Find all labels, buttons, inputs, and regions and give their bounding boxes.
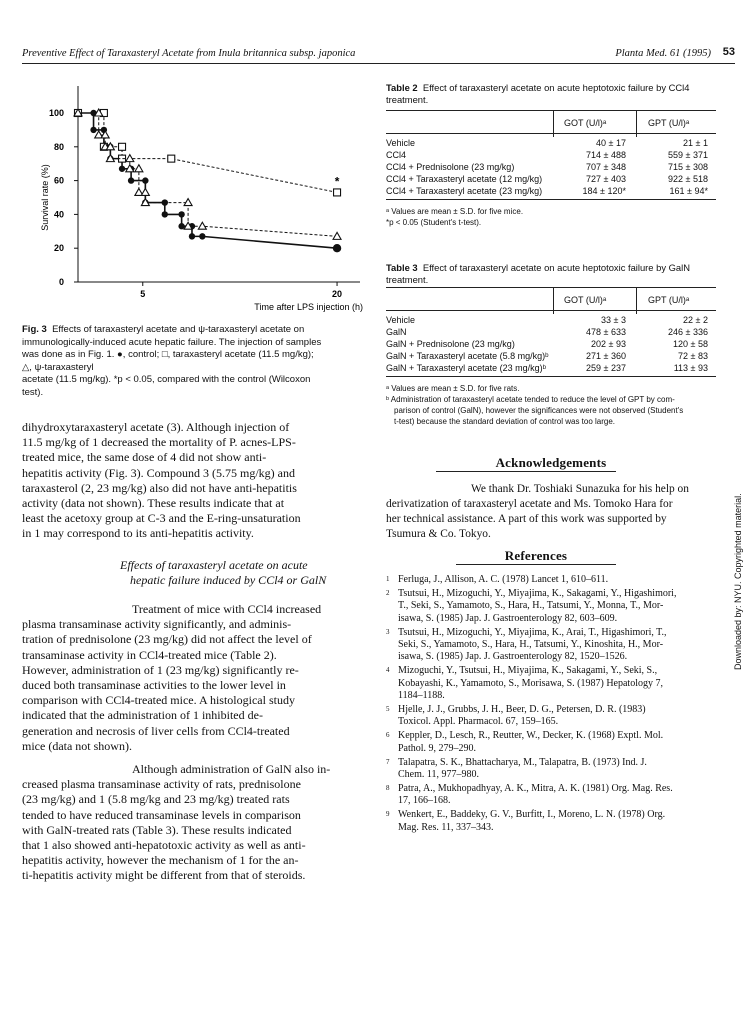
table-rule	[386, 110, 716, 111]
section-subheading	[120, 558, 370, 588]
table-3	[386, 287, 716, 377]
data-point-control	[333, 244, 341, 252]
reference-line: Pathol. 9, 279–290.	[398, 742, 477, 754]
y-tick-label: 60	[53, 175, 64, 186]
cell-gpt: 715 ± 308	[668, 162, 708, 172]
row-label: GalN	[386, 327, 407, 337]
cell-got: 40 ± 17	[596, 138, 626, 148]
text-line: hepatitis activity, however the mechanism of 1 for the an-	[22, 853, 299, 868]
text-line: in 1 may correspond to its anti-hepatitis activity.	[22, 526, 254, 541]
series-line-filled-circle	[78, 113, 337, 248]
text-line: indicated that the administration of 1 inhibited de-	[22, 708, 263, 723]
cell-gpt: 559 ± 371	[668, 150, 708, 160]
reference-line: Tsutsui, H., Mizoguchi, Y., Miyajima, K., Arai, T., Higashimori, T.,	[398, 626, 667, 638]
body-paragraph-3	[22, 762, 372, 884]
reference-line: Seki, S., Yamamoto, S., Hara, H., Tatsumi, Y., Kinoshita, H., Mor-	[398, 639, 664, 650]
data-point-psi-taraxasteryl	[198, 222, 206, 229]
reference-line: 1184–1188.	[398, 690, 445, 702]
references-heading: References	[504, 548, 568, 563]
data-point-control	[162, 211, 168, 217]
subheading-line: hepatic failure induced by CCl4 or GalN	[130, 573, 327, 587]
y-tick-label: 0	[58, 277, 64, 287]
reference-item	[386, 665, 721, 702]
cell-gpt: 922 ± 518	[668, 174, 708, 184]
text-line: her technical assistance. A part of this work was supported by	[386, 513, 667, 525]
row-label: CCl4 + Prednisolone (23 mg/kg)	[386, 162, 515, 172]
row-label: GalN + Taraxasteryl acetate (5.8 mg/kg)ᵇ	[386, 351, 549, 361]
text-line: comparison with CCl4-treated mice. A histological study	[22, 693, 295, 708]
cell-gpt: 161 ± 94*	[669, 186, 708, 196]
reference-item	[386, 757, 721, 782]
cell-got: 707 ± 348	[586, 162, 626, 172]
reference-line: Chem. 11, 977–980.	[398, 769, 480, 780]
reference-line: 17, 166–168.	[398, 795, 451, 807]
y-tick-label: 20	[53, 243, 64, 254]
cell-gpt: 120 ± 58	[673, 339, 708, 349]
reference-item	[386, 809, 721, 834]
cell-got: 259 ± 237	[586, 363, 626, 373]
caption-line: immunologically-induced acute hepatic failure. The injection of samples	[22, 336, 322, 348]
cell-got: 478 ± 633	[586, 327, 626, 337]
reference-number: 7	[386, 757, 390, 766]
x-tick-label: 5	[140, 289, 146, 299]
header-journal: Planta Med. 61 (1995)	[615, 48, 711, 59]
series-line-open-triangle	[78, 113, 337, 236]
reference-line: Wenkert, E., Baddeky, G. V., Burfitt, I., Moreno, L. N. (1978) Org.	[398, 809, 666, 821]
y-tick-label: 100	[48, 108, 64, 118]
row-label: CCl4 + Taraxasteryl acetate (12 mg/kg)	[386, 174, 543, 184]
x-tick-label: 20	[332, 289, 343, 299]
text-line: with GalN-treated rats (Table 3). These results indicated	[22, 822, 292, 837]
row-label: GalN + Prednisolone (23 mg/kg)	[386, 339, 515, 349]
reference-number: 1	[386, 575, 390, 583]
reference-item	[386, 574, 721, 586]
table-title-line: Effect of taraxasteryl acetate on acute heptotoxic failure by GalN	[422, 262, 690, 273]
data-point-control	[119, 166, 125, 172]
caption-line: was done as in Fig. 1. ●, control; □, taraxasteryl acetate (11.5 mg/kg);	[22, 349, 314, 361]
download-watermark	[733, 420, 747, 670]
reference-item	[386, 627, 721, 664]
table-3-footnotes	[386, 383, 721, 427]
text-line: 11.5 mg/kg of 1 decreased the mortality of P. acnes-LPS-	[22, 435, 296, 450]
data-point-control	[178, 211, 184, 217]
text-line: hepatitis activity (Fig. 3). Compound 3 (5.75 mg/kg) and	[22, 465, 295, 480]
body-paragraph-2	[22, 602, 372, 754]
subheading-line: Effects of taraxasteryl acetate on acute	[120, 558, 308, 572]
reference-number: 2	[386, 588, 390, 597]
reference-line: isawa, S. (1985) Jap. J. Gastroenterology 82, 603–609.	[398, 612, 618, 624]
data-point-control	[178, 223, 184, 229]
figure-caption	[22, 324, 372, 400]
text-line: treated mice, the same dose of 4 did not show anti-	[22, 450, 267, 465]
table-label: Table 3	[386, 262, 418, 273]
table-rule	[386, 199, 716, 200]
reference-line: T., Seki, S., Yamamoto, S., Hara, H., Tatsumi, Y., Monna, T., Mor-	[398, 600, 664, 612]
data-point-control	[199, 233, 205, 239]
text-line: tration of prednisolone (23 mg/kg) did not affect the level of	[22, 632, 312, 647]
series-line-open-square	[78, 113, 337, 192]
reference-line: Toxicol. Appl. Pharmacol. 67, 159–165.	[398, 716, 559, 728]
table-rule	[386, 376, 716, 377]
reference-line: Mag. Res. 11, 337–343.	[398, 821, 494, 833]
heading-underline	[436, 471, 616, 472]
text-line: (23 mg/kg) and 1 (5.8 mg/kg and 23 mg/kg) treated rats	[22, 792, 290, 807]
text-line: dihydroxytaraxasteryl acetate (3). Although injection of	[22, 420, 290, 434]
col-header-gpt: GPT (U/l)ᵃ	[648, 295, 690, 305]
reference-number: 6	[386, 731, 390, 740]
reference-line: Ferluga, J., Allison, A. C. (1978) Lancet 1, 610–611.	[398, 574, 609, 585]
text-line: We thank Dr. Toshiaki Sunazuka for his help on	[471, 483, 689, 495]
text-line: activity (data not shown). These results indicate that at	[22, 496, 285, 511]
text-line: least the acetoxy group at C-3 and the E-ring-unsaturation	[22, 511, 301, 526]
reference-item	[386, 730, 721, 755]
reference-item	[386, 588, 721, 625]
table-title-line: Effect of taraxasteryl acetate on acute heptotoxic failure by CCl4	[422, 82, 690, 93]
col-header-got: GOT (U/l)ᵃ	[564, 295, 607, 305]
table-rule	[386, 133, 716, 134]
reference-line: Kobayashi, K., Yamamoto, S., Morisawa, S. (1987) Hepatology 7,	[398, 677, 663, 689]
caption-label: Fig. 3	[22, 324, 47, 335]
data-point-taraxasteryl	[334, 189, 341, 196]
row-label: CCl4 + Taraxasteryl acetate (23 mg/kg)	[386, 186, 543, 196]
text-line: derivatization of taraxasteryl acetate and Ms. Tomoko Hara for	[386, 498, 673, 510]
heading-underline	[456, 564, 616, 565]
reference-line: Hjelle, J. J., Grubbs, J. H., Beer, D. G., Petersen, D. R. (1983)	[398, 704, 646, 715]
reference-number: 8	[386, 783, 390, 792]
x-axis-label: Time after LPS injection (h)	[254, 302, 363, 312]
y-axis-label: Survival rate (%)	[40, 164, 50, 231]
cell-gpt: 113 ± 93	[673, 363, 708, 373]
watermark-text: Downloaded by: NYU. Copyrighted material.	[733, 493, 743, 670]
y-tick-label: 40	[53, 209, 64, 220]
y-tick-label: 80	[53, 141, 64, 152]
reference-number: 9	[386, 810, 390, 819]
text-line: Treatment of mice with CCl4 increased	[132, 602, 322, 616]
table-footnote: ᵃ Values are mean ± S.D. for five mice.	[386, 207, 524, 216]
running-header	[22, 44, 735, 64]
reference-line: Keppler, D., Lesch, R., Reutter, W., Decker, K. (1968) Exptl. Mol.	[398, 730, 664, 742]
page-number: 53	[722, 46, 735, 58]
text-line: taraxasterol (2, 23 mg/kg) also did not have anti-hepatitis	[22, 480, 297, 495]
caption-line: test).	[22, 386, 44, 398]
caption-line: Effects of taraxasteryl acetate and ψ-taraxasteryl acetate on	[52, 324, 305, 335]
cell-gpt: 22 ± 2	[683, 315, 708, 325]
acknowledgements-text	[386, 482, 716, 542]
reference-line: Patra, A., Mukhopadhyay, A. K., Mitra, A. K. (1981) Org. Mag. Res.	[398, 782, 673, 794]
data-point-taraxasteryl	[119, 143, 126, 150]
data-point-control	[90, 127, 96, 133]
text-line: ti-hepatitis activity might be different from that of steroids.	[22, 868, 306, 883]
cell-got: 202 ± 93	[591, 339, 626, 349]
data-point-psi-taraxasteryl	[135, 165, 143, 172]
table-2-title	[386, 82, 716, 105]
text-line: generation and necrosis of liver cells from CCl4-treated	[22, 723, 290, 738]
table-footnote: ᵇ Administration of taraxasteryl acetate tended to reduce the level of GPT by com-	[386, 395, 675, 404]
table-title-line: treatment.	[386, 93, 429, 105]
reference-item	[386, 783, 721, 808]
text-line: duced both transaminase activities to the lower level in	[22, 678, 286, 693]
table-3-title	[386, 262, 716, 285]
cell-gpt: 21 ± 1	[683, 138, 708, 148]
table-title-line: treatment.	[386, 273, 429, 285]
reference-number: 5	[386, 705, 390, 713]
table-footnote: *p < 0.05 (Student's t-test).	[386, 218, 482, 227]
row-label: Vehicle	[386, 138, 416, 148]
cell-got: 714 ± 488	[586, 150, 626, 160]
data-point-taraxasteryl	[168, 155, 175, 162]
caption-line: △, ψ-taraxasteryl	[22, 361, 94, 373]
table-label: Table 2	[386, 82, 418, 93]
data-point-control	[128, 177, 134, 183]
table-rule	[386, 287, 716, 288]
text-line: creased plasma transaminase activity of rats, prednisolone	[22, 777, 301, 792]
table-footnote: ᵃ Values are mean ± S.D. for five rats.	[386, 384, 520, 393]
row-label: CCl4	[386, 150, 407, 160]
data-point-control	[189, 233, 195, 239]
body-paragraph-1	[22, 420, 372, 542]
cell-got: 271 ± 360	[586, 351, 626, 361]
text-line: plasma transaminase activity significantly, and adminis-	[22, 617, 292, 632]
table-footnote: t-test) because the standard deviation of control was too large.	[394, 417, 616, 426]
text-line: Tsumura & Co. Tokyo.	[386, 528, 491, 540]
text-line: mice (data not shown).	[22, 738, 132, 753]
cell-got: 727 ± 403	[586, 174, 626, 184]
reference-line: Mizoguchi, Y., Tsutsui, H., Miyajima, K., Sakagami, Y., Seki, S.,	[398, 665, 658, 677]
row-label: Vehicle	[386, 315, 416, 325]
data-point-psi-taraxasteryl	[333, 232, 341, 239]
table-2	[386, 110, 716, 200]
caption-line: acetate (11.5 mg/kg). *p < 0.05, compared with the control (Wilcoxon	[22, 374, 311, 386]
table-footnote: parison of control (GalN), however the significances were not observed (Student's	[394, 406, 684, 415]
text-line: tended to have reduced transaminase levels in comparison	[22, 807, 301, 822]
significance-star: *	[334, 174, 340, 189]
cell-got: 184 ± 120*	[582, 186, 626, 196]
reference-number: 3	[386, 627, 390, 636]
col-header-gpt: GPT (U/l)ᵃ	[648, 118, 690, 128]
cell-gpt: 72 ± 83	[678, 351, 708, 361]
header-title: Preventive Effect of Taraxasteryl Acetate from Inula britannica subsp. japonica	[22, 48, 356, 59]
text-line: However, administration of 1 (23 mg/kg) significantly re-	[22, 662, 299, 677]
data-point-control	[142, 177, 148, 183]
row-label: GalN + Taraxasteryl acetate (23 mg/kg)ᵇ	[386, 363, 547, 373]
col-header-got: GOT (U/l)ᵃ	[564, 118, 607, 128]
reference-line: Talapatra, S. K., Bhattacharya, M., Talapatra, B. (1973) Ind. J.	[398, 756, 647, 768]
text-line: that 1 also showed anti-hepatotoxic activity as well as anti-	[22, 838, 306, 853]
table-rule	[386, 310, 716, 311]
reference-number: 4	[386, 666, 390, 675]
table-2-footnotes	[386, 206, 716, 228]
data-point-psi-taraxasteryl	[141, 188, 149, 195]
figure-3-chart	[30, 78, 375, 320]
cell-gpt: 246 ± 336	[668, 327, 708, 337]
reference-line: Tsutsui, H., Mizoguchi, Y., Miyajima, K., Sakagami, Y., Higashimori,	[398, 587, 677, 599]
acknowledgements-heading: Acknowledgements	[495, 455, 607, 470]
reference-line: isawa, S. (1985) Jap. J. Gastroenterology 82, 1520–1526.	[398, 651, 628, 663]
reference-item	[386, 704, 721, 729]
text-line: Although administration of GalN also in-	[132, 762, 331, 776]
text-line: transaminase activity in CCl4-treated mice (Table 2).	[22, 647, 277, 662]
cell-got: 33 ± 3	[601, 315, 626, 325]
